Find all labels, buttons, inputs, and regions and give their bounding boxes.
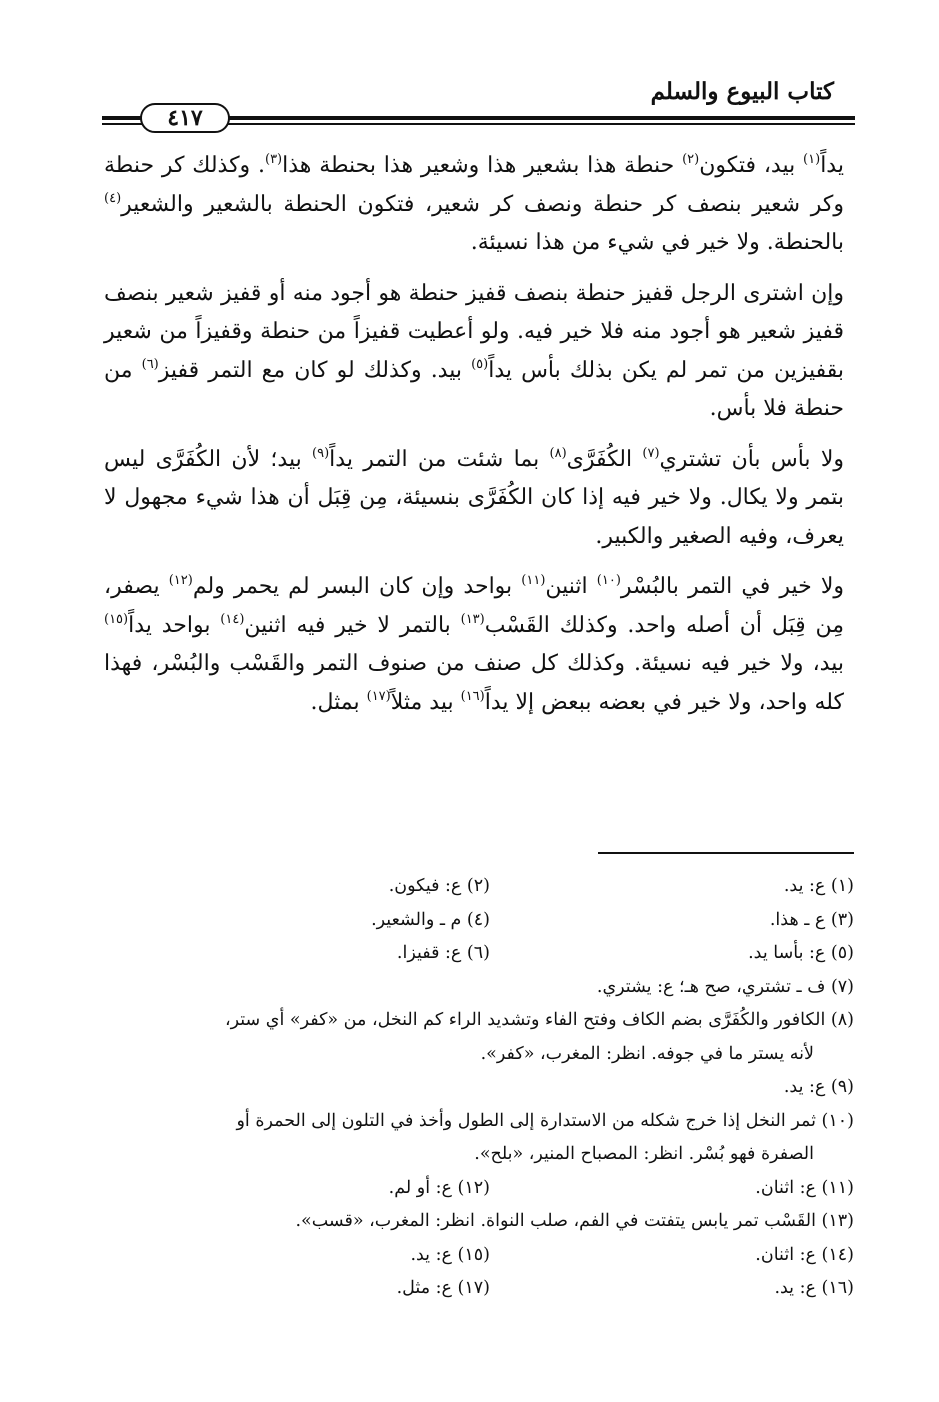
header-rule-left-thick xyxy=(102,116,144,120)
text-run: بالتمر لا خير فيه اثنين xyxy=(244,612,461,638)
footnote-9: (٩) ع: يد. xyxy=(783,1077,854,1097)
footnote-6: (٦) ع: قفيزا. xyxy=(396,943,490,963)
footnote-ref: (٧) xyxy=(642,445,660,461)
footnote-8-line-2: لأنه يستر ما في جوفه. انظر: المغرب، «كفر». xyxy=(480,1043,814,1064)
footnote-row xyxy=(102,937,854,971)
footnote-separator xyxy=(598,852,854,854)
footnote-15: (١٥) ع: يد. xyxy=(410,1244,490,1265)
text-run: بواحد وإن كان البسر لم يحمر ولم xyxy=(192,574,522,599)
text-run: بالحنطة. ولا خير في شيء من هذا نسيئة. xyxy=(470,230,844,255)
footnote-ref: (١٢) xyxy=(168,573,193,588)
text-run: بيد. وكذلك لو كان مع التمر قفيز xyxy=(158,357,472,383)
paragraph-2 xyxy=(104,275,844,429)
text-run: وإن اشترى الرجل قفيز حنطة بنصف قفيز حنطة هو أجود منه أو قفيز شعير بنصف قفيز شعير هو أجود منه فلا خير فيه. ولو أعطيت قفيزاً من حنطة وقفيزاً من شعير بقفيزين من تمر لم يكن بذلك بأس يداً xyxy=(104,280,844,383)
footnote-ref: (٩) xyxy=(312,445,330,461)
footnote-5: (٥) ع: بأسا يد. xyxy=(748,943,854,963)
footnote-row xyxy=(102,904,854,938)
footnote-7: (٧) ف ـ تشتري، صح هـ؛ ع: يشتري. xyxy=(596,976,854,997)
main-text xyxy=(104,147,844,722)
footnote-ref: (٣) xyxy=(264,152,283,167)
footnote-row xyxy=(102,1272,854,1306)
footnote-4: (٤) م ـ والشعير. xyxy=(371,909,490,930)
text-run: بيد، فتكون xyxy=(699,153,804,178)
text-run: من حنطة فلا بأس. xyxy=(104,357,844,421)
text-run: بواحد يداً xyxy=(128,612,221,638)
text-run: بمثل. xyxy=(310,689,367,715)
text-run: ولا بأس بأن تشتري xyxy=(659,446,844,472)
footnote-10-line-1: (١٠) ثمر النخل إذا خرج شكله من الاستدارة إلى الطول وأخذ في التلون إلى الحمرة أو xyxy=(236,1110,854,1131)
text-run: يصفر، مِن قِبَل أن أصله واحد. وكذلك القَسْب xyxy=(104,574,845,638)
footnote-3: (٣) ع ـ هذا. xyxy=(769,909,854,930)
text-run: الكُفَرَّى xyxy=(566,446,643,472)
text-run: يداً xyxy=(820,153,844,178)
footnote-11: (١١) ع: اثنان. xyxy=(755,1177,854,1198)
header-rule-thin xyxy=(228,123,855,125)
footnote-13: (١٣) القَسْب تمر يابس يتفتت في الفم، صلب النواة. انظر: المغرب، «قسب». xyxy=(295,1211,854,1231)
footnote-1: (١) ع: يد. xyxy=(783,876,854,896)
footnote-ref: (٦) xyxy=(141,356,159,372)
text-run: بيد مثلاً xyxy=(390,689,461,715)
footnote-8-line-1: (٨) الكافور والكُفَرَّى بضم الكاف وفتح الفاء وتشديد الراء كم النخل، من «كفر» أي ستر، xyxy=(224,1010,854,1030)
running-title: كتاب البيوع والسلم xyxy=(650,78,834,105)
footnote-14: (١٤) ع: اثنان. xyxy=(755,1244,854,1265)
footnote-2: (٢) ع: فيكون. xyxy=(388,876,490,896)
footnote-16: (١٦) ع: يد. xyxy=(774,1278,854,1298)
footnote-row xyxy=(102,1239,854,1273)
page-number-badge xyxy=(140,103,230,133)
footnote-12: (١٢) ع: أو لم. xyxy=(388,1177,490,1198)
footnote-ref: (٨) xyxy=(549,445,567,461)
footnote-8 xyxy=(102,1004,854,1071)
text-run: . وكذلك كر حنطة وكر شعير بنصف كر حنطة ونصف كر شعير، فتكون الحنطة بالشعير والشعير xyxy=(104,153,844,217)
paragraph-3 xyxy=(104,441,844,557)
footnote-ref: (٤) xyxy=(104,190,122,206)
header-rule-thick xyxy=(228,116,855,120)
footnote-17: (١٧) ع: مثل. xyxy=(396,1278,490,1298)
footnotes xyxy=(102,870,854,1306)
footnote-ref: (١١) xyxy=(521,573,546,588)
text-run: اثنين xyxy=(545,574,597,599)
text-run: بما شئت من التمر يداً xyxy=(329,446,550,472)
footnote-row xyxy=(102,1172,854,1206)
paragraph-4 xyxy=(104,568,844,722)
footnote-ref: (١٤) xyxy=(220,611,245,627)
text-run: بيد، ولا خير فيه نسيئة. وكذلك كل صنف من صنوف التمر والقَسْب والبُسْر، فهذا كله واحد، ولا خير في بعضه ببعض إلا يداً xyxy=(104,651,844,715)
footnote-10-line-2: الصفرة فهو بُسْر. انظر: المصباح المنير، «بلح». xyxy=(474,1144,814,1164)
footnote-ref: (١٦) xyxy=(460,688,485,704)
text-run: حنطة هذا بشعير هذا وشعير هذا بحنطة هذا xyxy=(282,153,683,178)
footnote-row xyxy=(102,870,854,904)
footnote-ref: (٥) xyxy=(471,356,489,372)
footnote-ref: (١٧) xyxy=(366,688,391,704)
footnote-10 xyxy=(102,1105,854,1172)
footnote-ref: (١) xyxy=(803,152,821,167)
text-run: بيد؛ لأن الكُفَرَّى ليس بتمر ولا يكال. ولا خير فيه إذا كان الكُفَرَّى بنسيئة، مِن قِبَل أن هذا شيء مجهول لا يعرف، وفيه الصغير والكبير. xyxy=(104,446,844,549)
footnote-ref: (١٣) xyxy=(460,611,485,627)
page-number: ٤١٧ xyxy=(167,105,203,131)
text-run: ولا خير في التمر بالبُسْر xyxy=(620,574,844,599)
footnote-ref: (١٥) xyxy=(104,611,129,627)
footnote-ref: (٢) xyxy=(682,152,700,167)
paragraph-1 xyxy=(104,147,844,263)
header-rule-left-thin xyxy=(102,123,144,125)
footnote-ref: (١٠) xyxy=(596,573,621,588)
